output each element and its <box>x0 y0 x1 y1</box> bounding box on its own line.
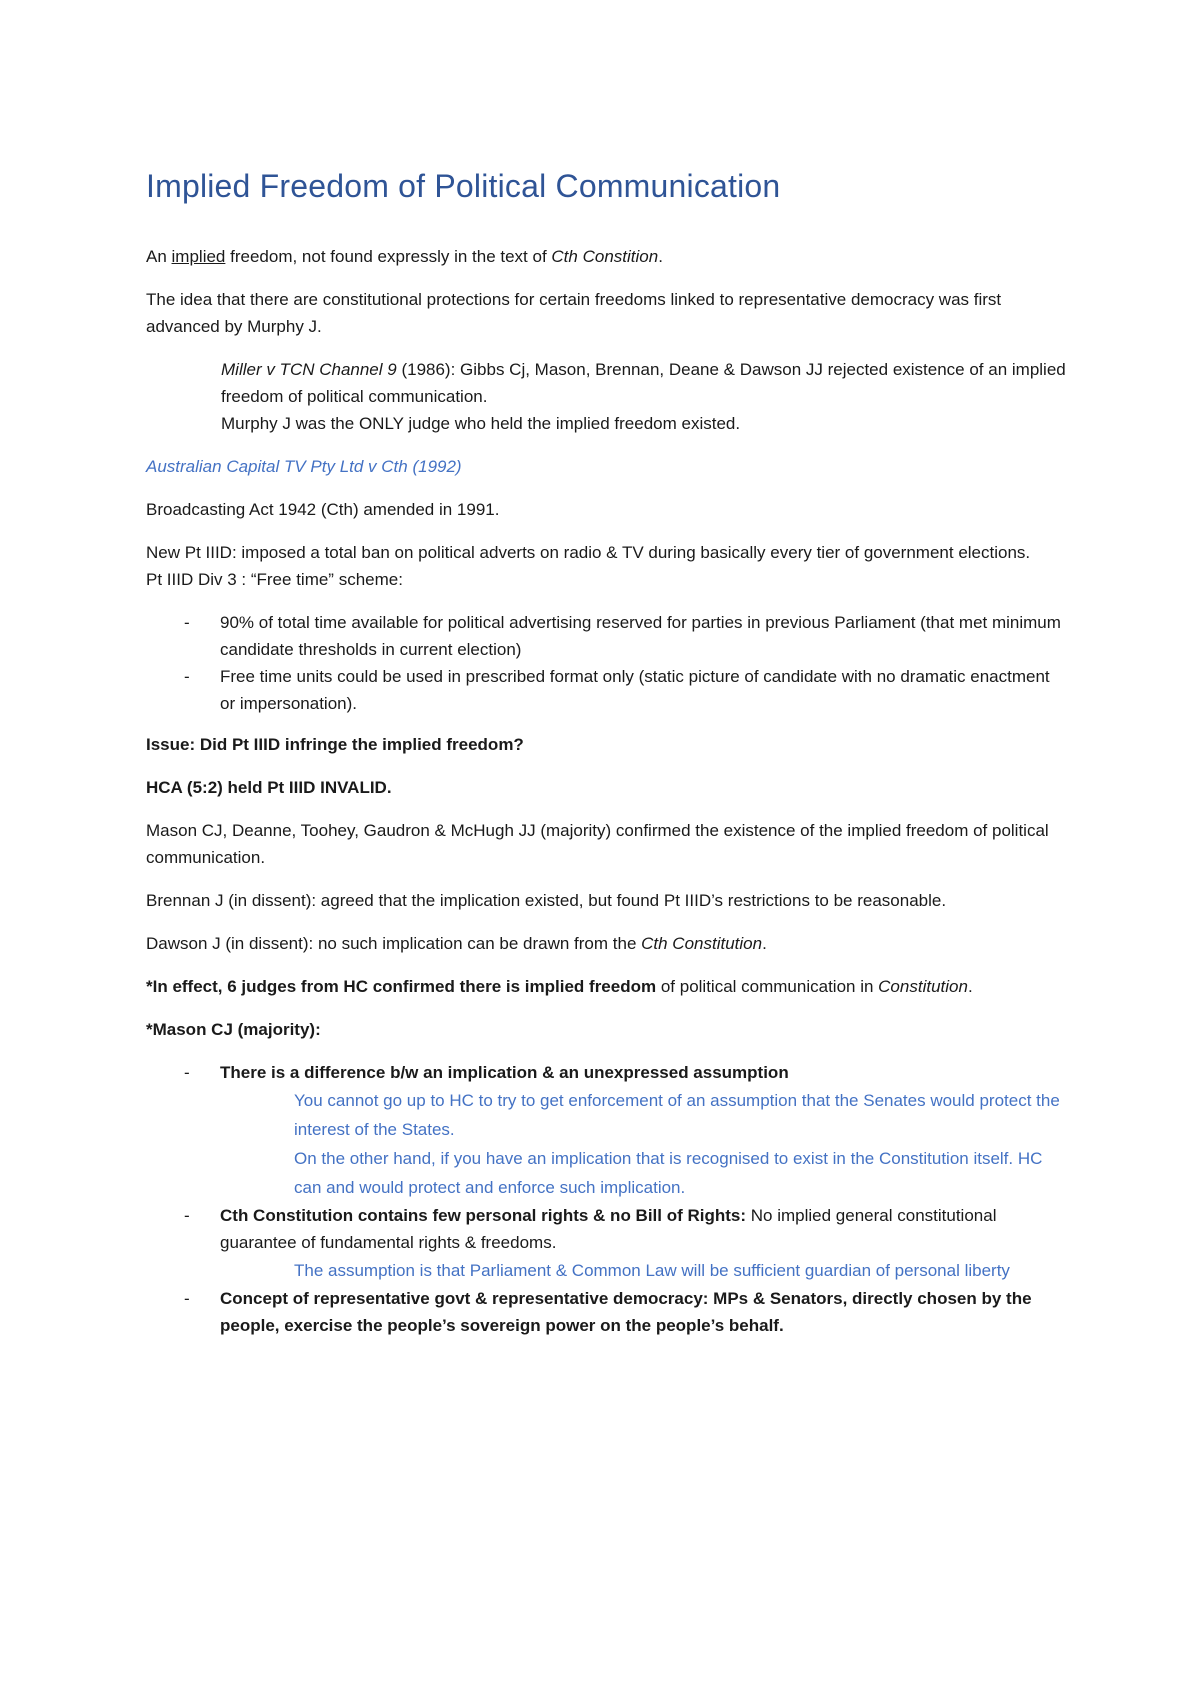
held-paragraph: HCA (5:2) held Pt IIID INVALID. <box>146 777 392 797</box>
mason-points-list <box>146 1059 1066 1339</box>
list-item <box>146 1202 1066 1285</box>
new-pt-paragraph: New Pt IIID: imposed a total ban on political adverts on radio & TV during basically every tier of government elections. <box>146 542 1031 562</box>
brennan-paragraph: Brennan J (in dissent): agreed that the implication existed, but found Pt IIID’s restrictions to be reasonable. <box>146 890 947 910</box>
mason-heading: *Mason CJ (majority): <box>146 1019 321 1039</box>
free-time-list <box>146 609 1066 717</box>
intro-text: An <box>146 246 172 266</box>
intro-underlined: implied <box>171 246 226 266</box>
page-title: Implied Freedom of Political Communication <box>146 168 781 204</box>
dawson-italic: Cth Constitution <box>641 933 763 953</box>
broadcasting-paragraph: Broadcasting Act 1942 (Cth) amended in 1991. <box>146 499 500 519</box>
document-body <box>146 168 1066 1353</box>
dawson-text: Dawson J (in dissent): no such implication can be drawn from the <box>146 933 642 953</box>
mason-point-2-sub: The assumption is that Parliament & Common Law will be sufficient guardian of personal liberty <box>294 1260 1010 1280</box>
intro-paragraph <box>146 243 1066 270</box>
effect-paragraph <box>146 973 1066 1000</box>
effect-italic: Constitution <box>878 976 968 996</box>
miller-case-text: (1986): Gibbs Cj, Mason, Brennan, Deane & Dawson JJ rejected existence of an implied freedom of political communication. <box>221 359 1066 406</box>
murphy-paragraph: The idea that there are constitutional protections for certain freedoms linked to representative democracy was first advanced by Murphy J. <box>146 289 1002 336</box>
mason-point-2-text: No implied general constitutional guarantee of fundamental rights & freedoms. <box>220 1205 997 1252</box>
dawson-paragraph <box>146 930 1066 957</box>
mason-point-3-bold-rest: MPs & Senators, directly chosen by the people, exercise the people’s sovereign power on the people’s behalf. <box>220 1288 1032 1335</box>
effect-bold: *In effect, 6 judges from HC confirmed there is implied freedom <box>146 976 657 996</box>
actv-heading: Australian Capital TV Pty Ltd v Cth (1992) <box>146 456 462 476</box>
intro-text: freedom, not found expressly in the text of <box>225 246 552 266</box>
div3-paragraph: Pt IIID Div 3 : “Free time” scheme: <box>146 569 403 589</box>
mason-point-1: There is a difference b/w an implication & an unexpressed assumption <box>220 1062 789 1082</box>
effect-text: . <box>967 976 973 996</box>
intro-italic: Cth Constition <box>551 246 659 266</box>
list-item <box>146 1285 1066 1339</box>
miller-murphy-line: Murphy J was the ONLY judge who held the implied freedom existed. <box>221 413 741 433</box>
intro-text: . <box>658 246 663 266</box>
miller-case-name: Miller v TCN Channel 9 <box>221 359 397 379</box>
effect-text: of political communication in <box>656 976 879 996</box>
issue-paragraph: Issue: Did Pt IIID infringe the implied freedom? <box>146 734 524 754</box>
mason-point-1-sub-2: On the other hand, if you have an implication that is recognised to exist in the Constitution itself. HC can and would protect and enforce such implication. <box>294 1148 1043 1197</box>
mason-point-2-bold: Cth Constitution contains few personal rights & no Bill of Rights: <box>220 1205 747 1225</box>
miller-case-block <box>146 356 1066 437</box>
majority-paragraph: Mason CJ, Deanne, Toohey, Gaudron & McHugh JJ (majority) confirmed the existence of the implied freedom of political communication. <box>146 820 1049 867</box>
list-item <box>146 1059 1066 1202</box>
dawson-text: . <box>762 933 767 953</box>
list-item: - 90% of total time available for political advertising reserved for parties in previous Parliament (that met minimum candidate thresholds in current election) <box>146 609 1066 663</box>
list-item: - Free time units could be used in prescribed format only (static picture of candidate with no dramatic enactment or impersonation). <box>146 663 1066 717</box>
mason-point-3-bold: Concept of representative govt & representative democracy: <box>220 1288 709 1308</box>
mason-point-1-sub-1: You cannot go up to HC to try to get enforcement of an assumption that the Senates would protect the interest of the States. <box>294 1090 1060 1139</box>
